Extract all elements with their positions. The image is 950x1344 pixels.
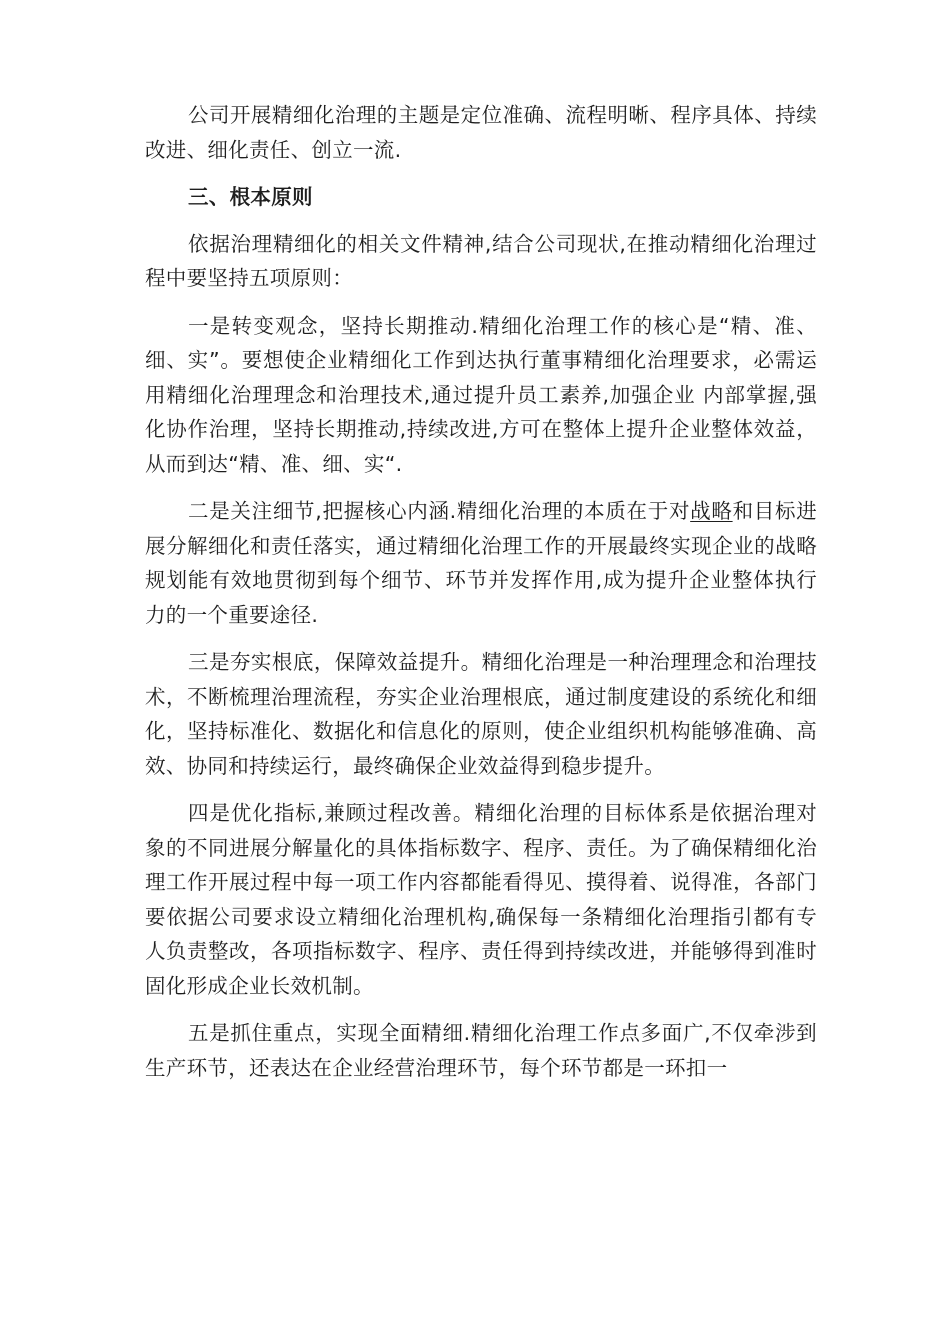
paragraph-principles-intro: 依据治理精细化的相关文件精神,结合公司现状,在推动精细化治理过程中要坚持五项原则： [145,231,817,290]
underlined-strategy-word: 战略 [690,499,733,523]
paragraph-principle-four: 四是优化指标,兼顾过程改善。精细化治理的目标体系是依据治理对象的不同进展分解量化的具体指标数字、程序、责任。为了确保精细化治理工作开展过程中每一项工作内容都能看得见、摸得着、说得准，各部门要依据公司要求设立精细化治理机构,确保每一条精细化治理指引都有专人负责整改，各项指标数字、程序、责任得到持续改进，并能够得到准时固化形成企业长效机制。 [145,801,817,998]
paragraph-principle-one: 一是转变观念，坚持长期推动.精细化治理工作的核心是“精、准、细、实”。要想使企业精细化工作到达执行董事精细化治理要求，必需运用精细化治理理念和治理技术,通过提升员工素养,加强企业 内部掌握,强化协作治理，坚持长期推动,持续改进,方可在整体上提升企业整体效益，从而到达“精、准、细、实“. [145,313,817,476]
section-heading-basic-principles: 三、根本原则 [188,185,313,209]
principle-two-text-end: 和目标进展分解细化和责任落实，通过精细化治理工作的开展最终实现企业的战略规划能有效地贯彻到每个细节、环节并发挥作用,成为提升企业整体执行力的一个重要途径. [145,499,818,627]
paragraph-principle-five: 五是抓住重点，实现全面精细.精细化治理工作点多面广,不仅牵涉到生产环节，还表达在企业经营治理环节，每个环节都是一环扣一 [145,1021,817,1080]
paragraph-principle-two [145,494,817,632]
paragraph-principle-three: 三是夯实根底，保障效益提升。精细化治理是一种治理理念和治理技术，不断梳理治理流程，夯实企业治理根底，通过制度建设的系统化和细化，坚持标准化、数据化和信息化的原则，使企业组织机构能够准确、高效、协同和持续运行，最终确保企业效益得到稳步提升。 [145,650,817,778]
paragraph-theme: 公司开展精细化治理的主题是定位准确、流程明晰、程序具体、持续改进、细化责任、创立一流. [145,103,817,162]
principle-two-text-start: 二是关注细节,把握核心内涵.精细化治理的本质在于对 [188,499,691,523]
document-body [145,98,817,1098]
